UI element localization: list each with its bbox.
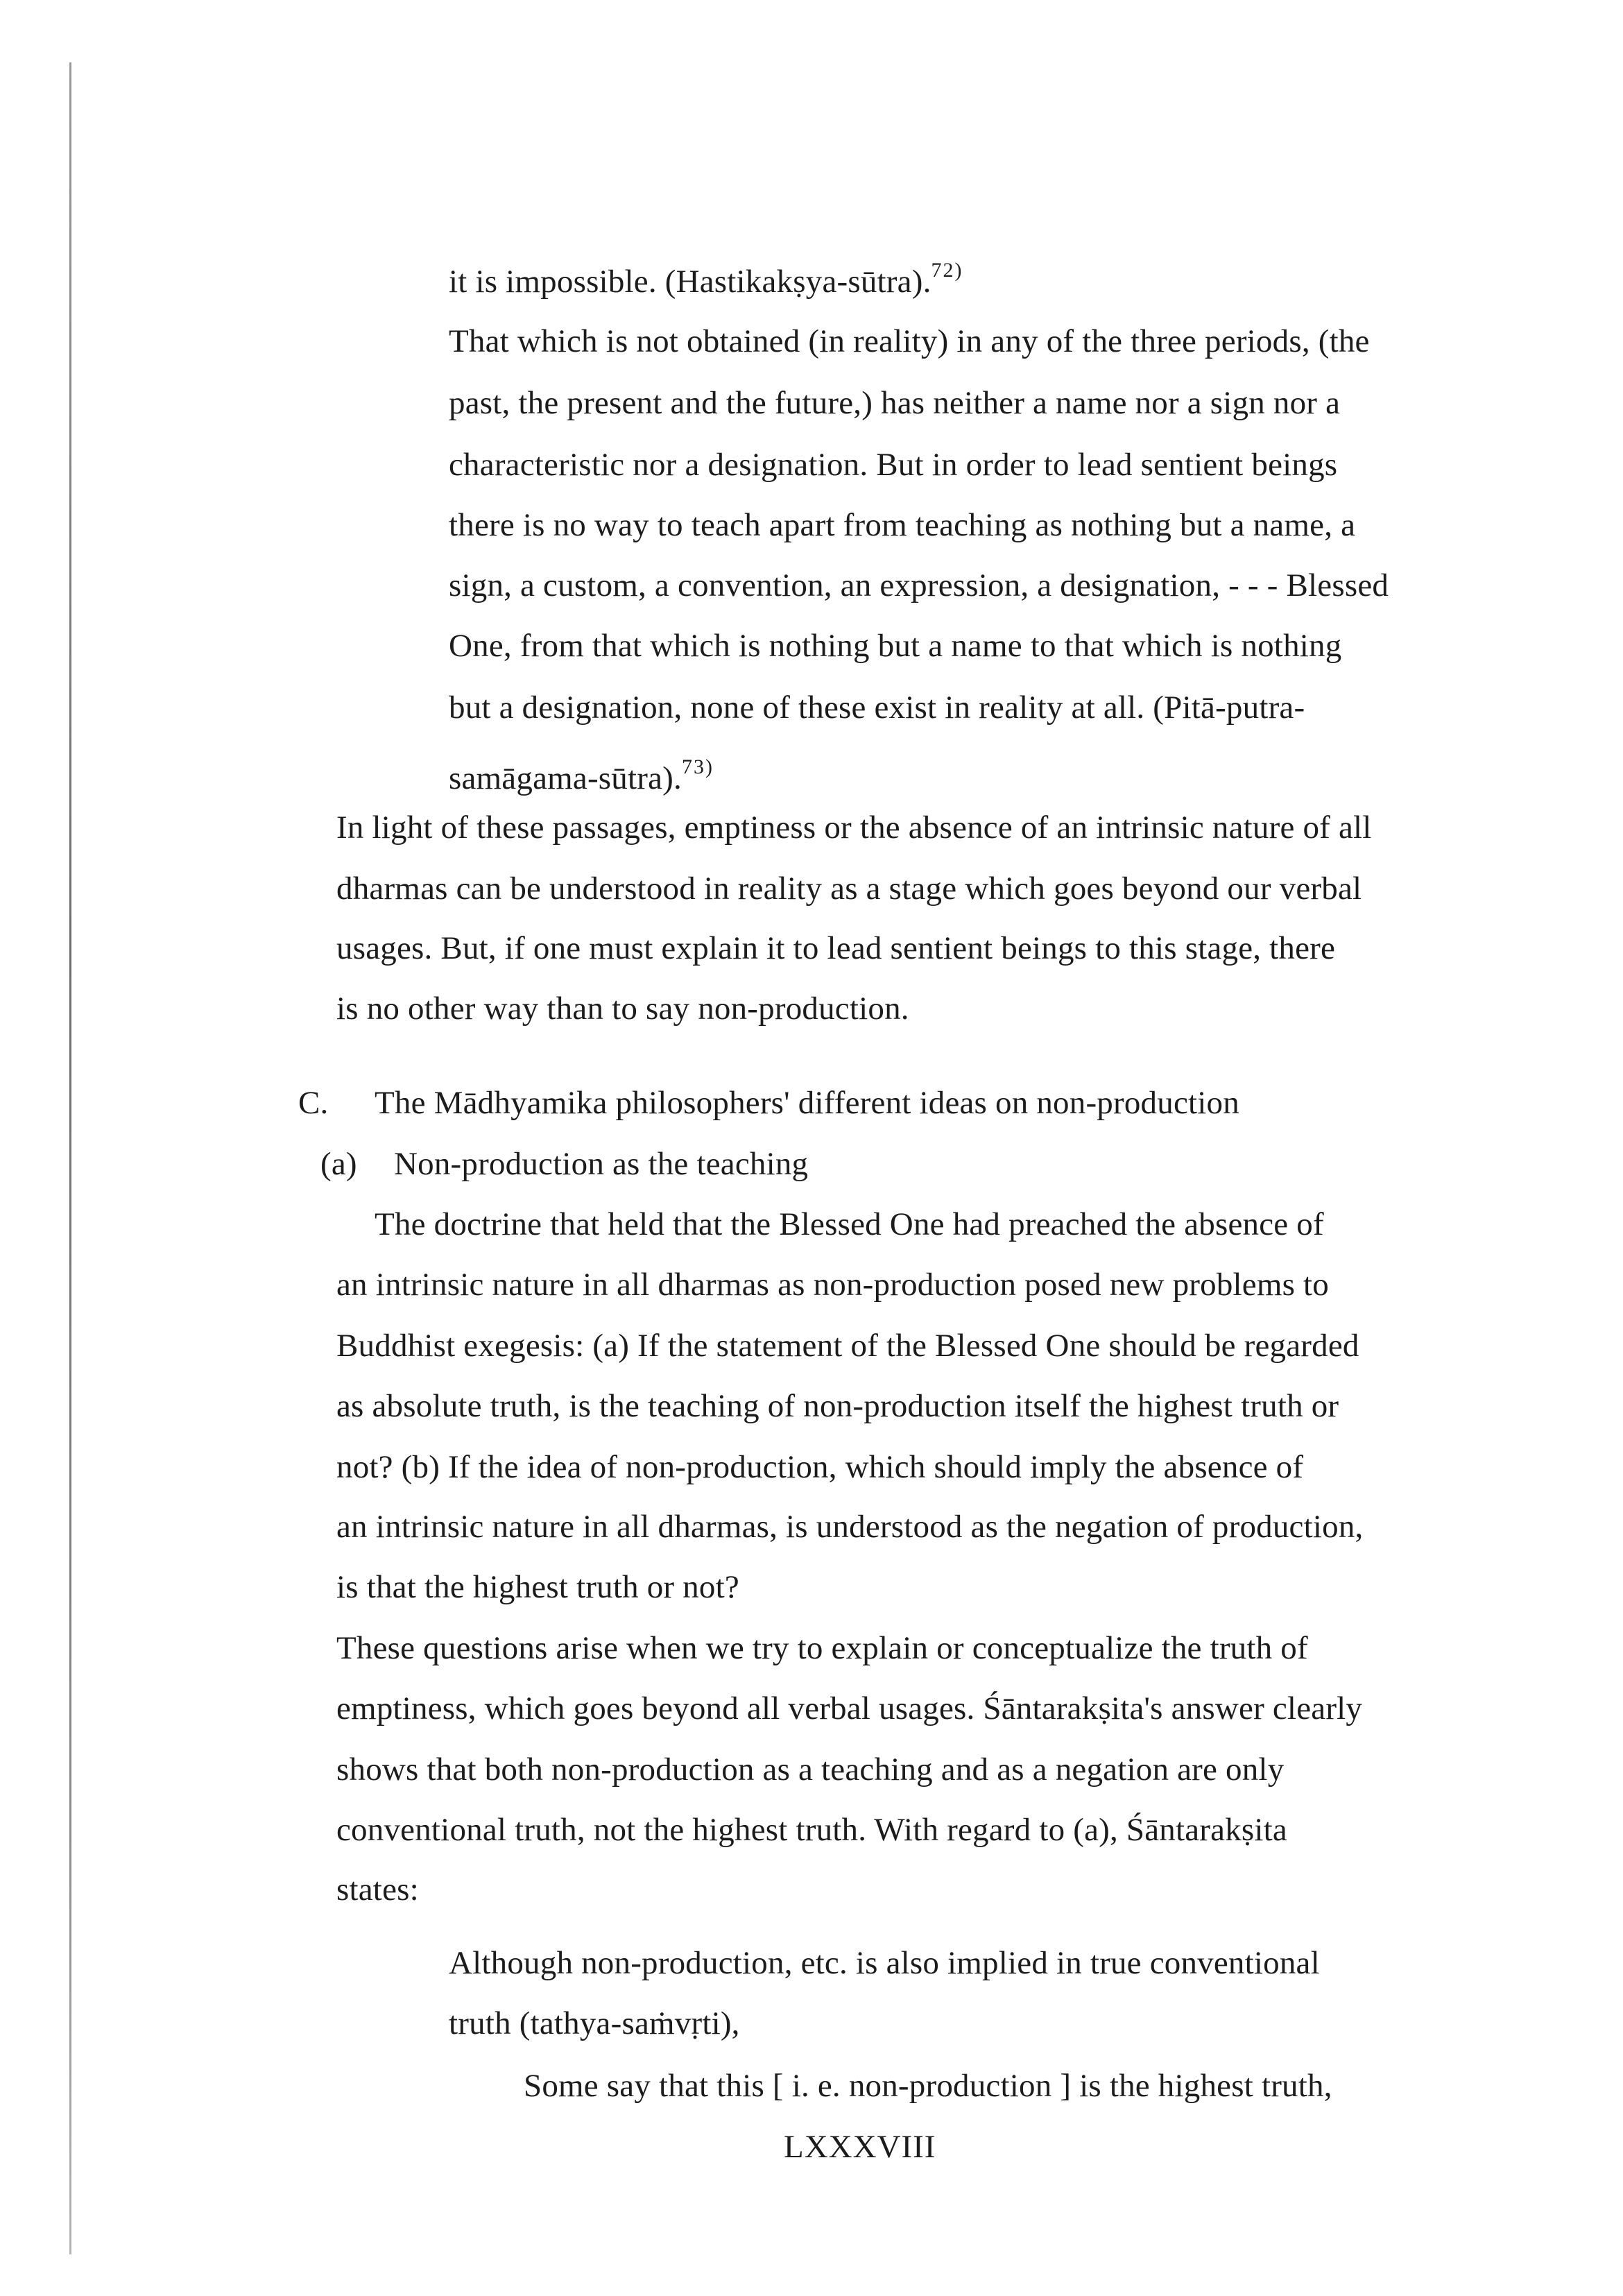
quote-line: That which is not obtained (in reality) in any of the three periods, (the — [449, 323, 1370, 359]
quote-line: Although non-production, etc. is also implied in true conventional — [449, 1945, 1320, 1981]
paragraph-line: The doctrine that held that the Blessed One had preached the absence of — [375, 1206, 1324, 1242]
quote-line: past, the present and the future,) has neither a name nor a sign nor a — [449, 385, 1341, 421]
paragraph-line: usages. But, if one must explain it to lead sentient beings to this stage, there — [336, 930, 1336, 966]
quote-line: it is impossible. (Hastikakṣya-sūtra).$^{72)}$ — [449, 259, 963, 300]
quote-line: One, from that which is nothing but a name to that which is nothing — [449, 628, 1342, 664]
quote-line: samāgama-sūtra).$^{73)}$ — [449, 755, 714, 796]
paragraph-line: Buddhist exegesis: (a) If the statement of the Blessed One should be regarded — [336, 1328, 1359, 1364]
paragraph-line: emptiness, which goes beyond all verbal usages. Śāntarakṣita's answer clearly — [336, 1690, 1363, 1727]
paragraph-line: states: — [336, 1871, 419, 1908]
footnote-ref-72[interactable]: 72) — [931, 259, 963, 282]
footnote-ref-73[interactable]: 73) — [681, 755, 714, 778]
binding-edge — [69, 62, 71, 2254]
quote-line: truth (tathya-saṁvṛti), — [449, 2005, 740, 2041]
paragraph-line: shows that both non-production as a teaching and as a negation are only — [336, 1751, 1285, 1788]
paragraph-line: These questions arise when we try to explain or conceptualize the truth of — [336, 1630, 1308, 1666]
quote-line: characteristic nor a designation. But in order to lead sentient beings — [449, 447, 1338, 483]
paragraph-line: an intrinsic nature in all dharmas as non-production posed new problems to — [336, 1267, 1329, 1303]
paragraph-line: not? (b) If the idea of non-production, which should imply the absence of — [336, 1449, 1304, 1485]
paragraph-line: dharmas can be understood in reality as a stage which goes beyond our verbal — [336, 871, 1362, 907]
subsection-title: Non-production as the teaching — [394, 1146, 809, 1182]
quote-line: there is no way to teach apart from teaching as nothing but a name, a — [449, 507, 1356, 543]
quote-line: sign, a custom, a convention, an expression, a designation, - - - Blessed — [449, 567, 1389, 603]
section-title: The Mādhyamika philosophers' different ideas on non-production — [375, 1085, 1239, 1121]
quote-line: but a designation, none of these exist in reality at all. (Pitā-putra- — [449, 689, 1305, 726]
paragraph-line: In light of these passages, emptiness or the absence of an intrinsic nature of all — [336, 809, 1372, 846]
paragraph-line: is no other way than to say non-production. — [336, 991, 909, 1027]
quote-line: Some say that this [ i. e. non-production ] is the highest truth, — [524, 2068, 1332, 2104]
subsection-label: (a) — [320, 1146, 357, 1182]
paragraph-line: is that the highest truth or not? — [336, 1569, 739, 1605]
page-number: LXXXVIII — [784, 2129, 936, 2165]
paragraph-line: conventional truth, not the highest truth. With regard to (a), Śāntarakṣita — [336, 1812, 1287, 1848]
section-label: C. — [298, 1085, 329, 1121]
paragraph-line: as absolute truth, is the teaching of non-production itself the highest truth or — [336, 1388, 1339, 1424]
paragraph-line: an intrinsic nature in all dharmas, is understood as the negation of production, — [336, 1509, 1364, 1545]
